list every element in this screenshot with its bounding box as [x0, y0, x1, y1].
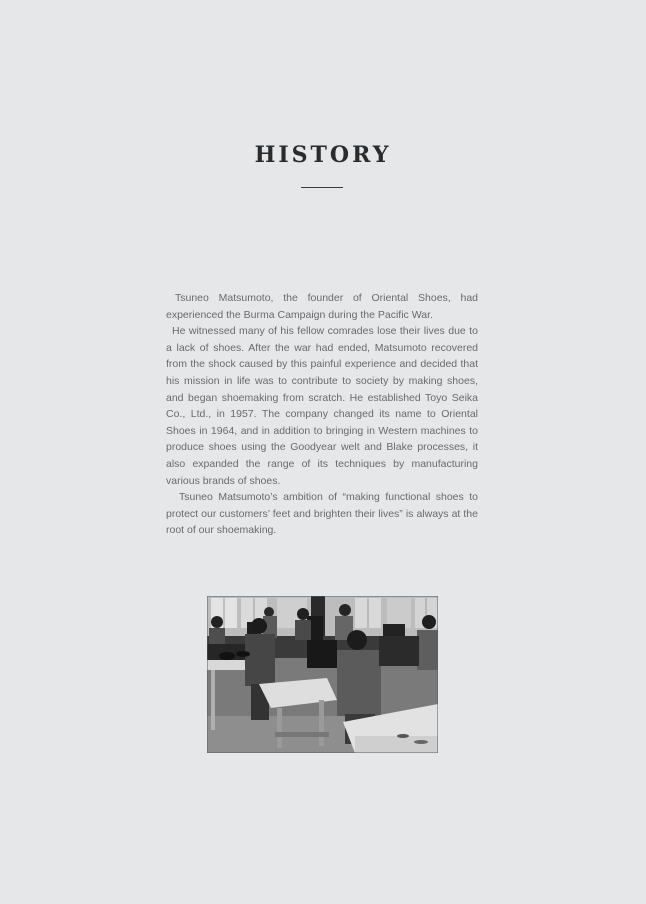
history-text — [166, 290, 478, 539]
factory-photo — [207, 596, 438, 753]
page-title: HISTORY — [254, 142, 392, 168]
history-paragraph-1: Tsuneo Matsumoto, the founder of Oriental Shoes, had experienced the Burma Campaign during the Pacific War. — [166, 292, 478, 321]
history-paragraph-2: He witnessed many of his fellow comrades lose their lives due to a lack of shoes. After the war had ended, Matsumoto recovered from the shock caused by this painful experience and decided that his mission in life was to contribute to society by making shoes, and began shoemaking from scratch. He established Toyo Seika Co., Ltd., in 1957. The company changed its name to Oriental Shoes in 1964, and in addition to bringing in Western machines to produce shoes using the Goodyear welt and Blake processes, it also expanded the range of its techniques by manufacturing various brands of shoes. — [166, 325, 478, 487]
history-paragraph-3: Tsuneo Matsumoto’s ambition of “making functional shoes to protect our customers’ feet and brighten their lives” is always at the root of our shoemaking. — [166, 491, 478, 537]
title-divider — [301, 187, 343, 188]
